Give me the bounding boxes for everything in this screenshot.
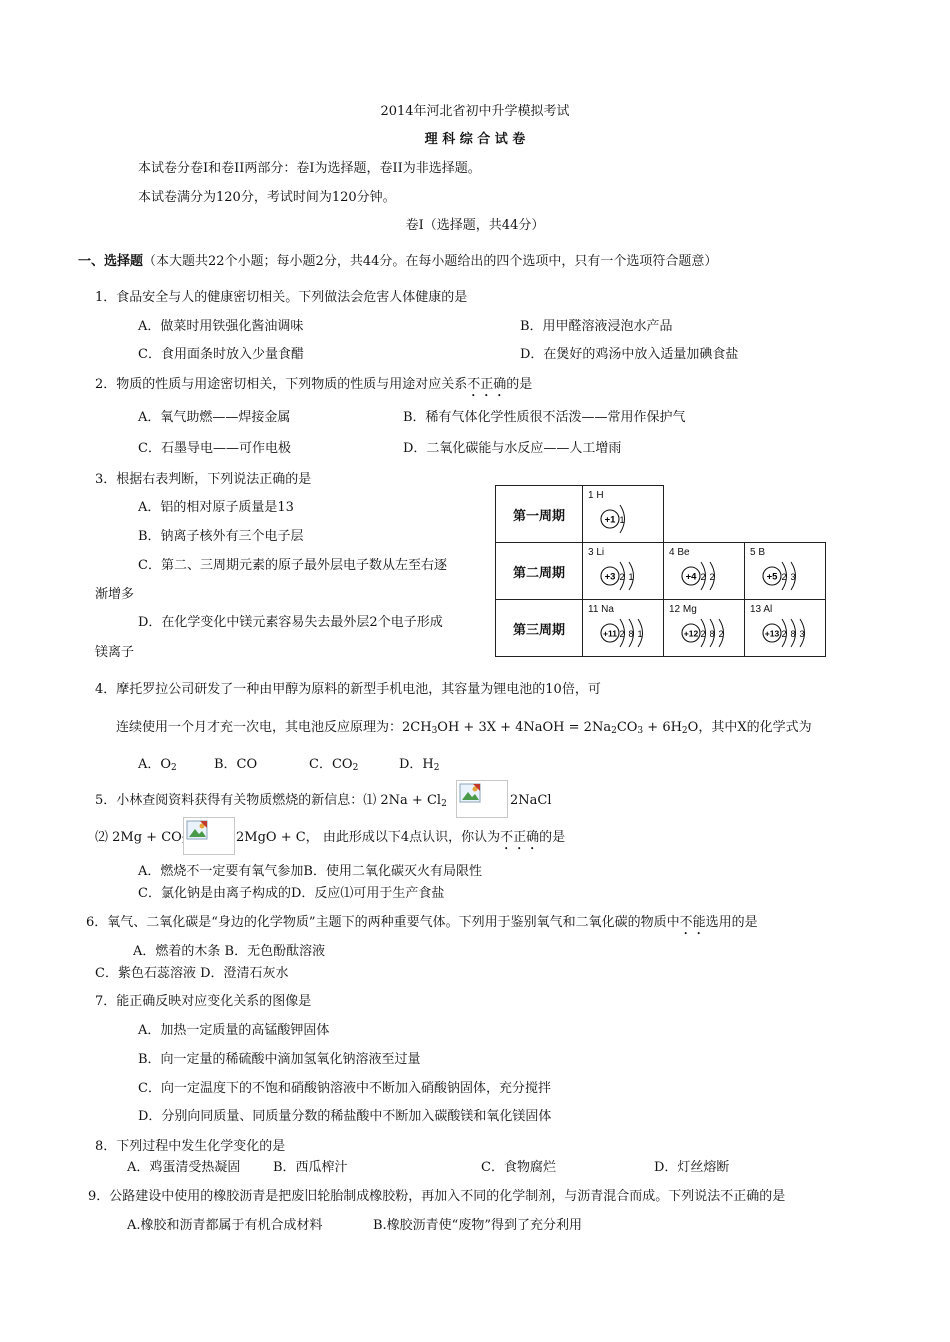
electron-count: 2	[700, 572, 706, 582]
q4-stem-2	[116, 719, 812, 736]
q8-option-b: B．西瓜榨汁	[273, 1160, 348, 1175]
q4-eq-sub: 2	[611, 726, 617, 736]
element-cell	[745, 600, 826, 657]
electron-count: 2	[700, 629, 706, 639]
q4-eq-part: CO	[616, 720, 638, 735]
atom-structure-diagram	[745, 600, 825, 656]
q4-option-a	[138, 756, 177, 773]
q5-eq1-text: 5．小林查阅资料获得有关物质燃烧的新信息：⑴ 2Na + Cl	[95, 793, 442, 808]
q2-option-d: D．二氧化碳能与水反应——人工增雨	[403, 441, 622, 456]
element-cell	[583, 600, 664, 657]
q4-eq-sub: 3	[431, 726, 438, 736]
q5-eq2	[95, 829, 188, 846]
q8-stem: 8．下列过程中发生化学变化的是	[95, 1139, 286, 1154]
q4-d-sub: 2	[433, 763, 440, 773]
atom-structure-diagram	[664, 600, 744, 656]
q6-stem	[86, 914, 758, 938]
q5-question-end: 的是	[539, 830, 566, 845]
exam-title: 2014年河北省初中升学模拟考试	[380, 104, 570, 119]
q3-option-c: C．第二、三周期元素的原子最外层电子数从左至右逐	[138, 558, 447, 573]
q6-options-cd: C．紫色石蕊溶液 D．澄清石灰水	[95, 966, 289, 981]
electron-count: 3	[790, 572, 796, 582]
element-symbol: 13 Al	[750, 604, 773, 615]
q2-emphasis: 不正确	[467, 377, 507, 392]
element-cell	[664, 543, 745, 600]
q4-c-sub: 2	[352, 763, 359, 773]
q4-eq-part: OH + 3X + 4NaOH = 2Na	[437, 720, 612, 735]
atom-structure-diagram	[583, 486, 663, 542]
q5-eq2-rest	[236, 829, 565, 853]
q1-option-a: A．做菜时用铁强化酱油调味	[138, 319, 304, 334]
atom-structure-diagram	[583, 600, 663, 656]
q3-option-b: B．钠离子核外有三个电子层	[138, 529, 304, 544]
q1-option-d: D．在煲好的鸡汤中放入适量加碘食盐	[520, 347, 739, 362]
q6-stem-end: 选用的是	[705, 915, 758, 930]
q7-option-c: C．向一定温度下的不饱和硝酸钠溶液中不断加入硝酸钠固体，充分搅拌	[138, 1081, 551, 1096]
q7-stem: 7．能正确反映对应变化关系的图像是	[95, 994, 312, 1009]
electron-count: 2	[781, 572, 787, 582]
electron-count: 1	[619, 515, 625, 525]
electron-count: 8	[709, 629, 715, 639]
q3-stem: 3．根据右表判断，下列说法正确的是	[95, 472, 312, 487]
atom-structure-diagram	[745, 543, 825, 599]
q4-option-d	[399, 756, 440, 773]
q4-c-text: C．CO	[309, 757, 353, 772]
q4-eq-part: + 6H	[643, 720, 682, 735]
q3-option-c-cont: 渐增多	[95, 587, 135, 602]
nuclear-charge: +1	[604, 514, 616, 526]
electron-count: 8	[790, 629, 796, 639]
section-description: （本大题共22个小题；每小题2分，共44分。在每小题给出的四个选项中，只有一个选项符合题意）	[143, 254, 718, 269]
q3-option-d-cont: 镁离子	[95, 645, 135, 660]
broken-image-icon	[456, 780, 508, 818]
q6-emphasis: 不能	[679, 915, 706, 930]
element-cell	[583, 543, 664, 600]
period-2-label: 第二周期	[496, 543, 583, 600]
electron-count: 1	[628, 572, 634, 582]
element-cell	[745, 543, 826, 600]
electron-count: 2	[781, 629, 787, 639]
q7-option-d: D．分别向同质量、同质量分数的稀盐酸中不断加入碳酸镁和氧化镁固体	[138, 1109, 552, 1124]
q2-stem	[95, 376, 532, 400]
periodic-table	[495, 485, 826, 657]
q4-eq-part: 连续使用一个月才充一次电，其电池反应原理为：2CH	[116, 720, 432, 735]
intro-line-2: 本试卷满分为120分，考试时间为120分钟。	[138, 190, 396, 205]
period-3-label: 第三周期	[496, 600, 583, 657]
electron-count: 3	[799, 629, 805, 639]
q5-options-ab: A．燃烧不一定要有氧气参加B．使用二氧化碳灭火有局限性	[138, 864, 482, 879]
q2-option-b: B．稀有气体化学性质很不活泼——常用作保护气	[403, 410, 686, 425]
q4-d-text: D．H	[399, 757, 434, 772]
element-cell	[583, 486, 664, 543]
q2-stem-text: 2．物质的性质与用途密切相关，下列物质的性质与用途对应关系	[95, 377, 468, 392]
q8-option-d: D．灯丝熔断	[654, 1160, 730, 1175]
q4-option-b: B．CO	[214, 757, 258, 772]
electron-count: 1	[637, 629, 643, 639]
electron-count: 2	[709, 572, 715, 582]
q5-eq1-sub: 2	[441, 799, 447, 809]
element-symbol: 3 Li	[588, 547, 605, 558]
element-symbol: 1 H	[588, 490, 604, 501]
nuclear-charge: +11	[603, 628, 617, 639]
q5-stem	[95, 792, 447, 809]
q8-option-a: A．鸡蛋清受热凝固	[127, 1160, 241, 1175]
q6-stem-text: 6．氧气、二氧化碳是“身边的化学物质”主题下的两种重要气体。下列用于鉴别氧气和二氧化碳的物质中	[86, 915, 680, 930]
element-symbol: 4 Be	[669, 547, 690, 558]
q5-eq1-product: 2NaCl	[510, 793, 552, 808]
q1-option-c: C．食用面条时放入少量食醋	[138, 347, 304, 362]
q8-option-c: C．食物腐烂	[481, 1160, 556, 1175]
q7-option-b: B．向一定量的稀硫酸中滴加氢氧化钠溶液至过量	[138, 1052, 421, 1067]
element-cell	[664, 600, 745, 657]
q2-option-c: C．石墨导电——可作电极	[138, 441, 291, 456]
q5-emphasis: 不正确	[500, 830, 540, 845]
nuclear-charge: +13	[764, 628, 780, 639]
q5-options-cd: C．氯化钠是由离子构成的D．反应⑴可用于生产食盐	[138, 886, 445, 901]
q1-stem: 1．食品安全与人的健康密切相关。下列做法会危害人体健康的是	[95, 290, 468, 305]
volume-heading: 卷I（选择题，共44分）	[405, 218, 545, 233]
q1-option-b: B．用甲醛溶液浸泡水产品	[520, 319, 673, 334]
q6-options-ab: A．燃着的木条 B．无色酚酞溶液	[133, 944, 326, 959]
paper-subtitle: 理 科 综 合 试 卷	[424, 132, 526, 147]
q9-option-b: B.橡胶沥青使“废物”得到了充分利用	[373, 1218, 582, 1233]
period-1-label: 第一周期	[496, 486, 583, 543]
element-symbol: 12 Mg	[669, 604, 697, 615]
broken-image-icon	[183, 817, 235, 855]
q5-eq2-text: ⑵ 2Mg + CO	[95, 830, 182, 845]
section-label: 一、选择题	[78, 254, 144, 269]
electron-count: 8	[628, 629, 634, 639]
q2-option-a: A．氧气助燃——焊接金属	[138, 410, 291, 425]
electron-count: 2	[619, 629, 625, 639]
q4-eq-sub: 2	[681, 726, 688, 736]
element-symbol: 5 B	[750, 547, 766, 558]
nuclear-charge: +12	[683, 628, 699, 639]
atom-structure-diagram	[664, 543, 744, 599]
q4-eq-sub: 3	[637, 726, 644, 736]
nuclear-charge: +5	[766, 571, 778, 583]
intro-line-1: 本试卷分卷I和卷II两部分：卷I为选择题，卷II为非选择题。	[138, 161, 481, 176]
q5-eq2-product: 2MgO + C，	[236, 830, 319, 845]
element-symbol: 11 Na	[588, 604, 614, 615]
q3-option-a: A．铝的相对原子质量是13	[138, 500, 294, 515]
atom-structure-diagram	[583, 543, 663, 599]
q5-question-text: 由此形成以下4点认识，你认为	[322, 830, 501, 845]
q4-option-c	[309, 756, 358, 773]
q2-stem-end: 的是	[506, 377, 533, 392]
electron-count: 2	[619, 572, 625, 582]
q7-option-a: A．加热一定质量的高锰酸钾固体	[138, 1023, 330, 1038]
q9-option-a: A.橡胶和沥青都属于有机合成材料	[127, 1218, 323, 1233]
q4-stem-1: 4．摩托罗拉公司研发了一种由甲醇为原料的新型手机电池，其容量为锂电池的10倍，可	[95, 682, 601, 697]
q3-option-d: D．在化学变化中镁元素容易失去最外层2个电子形成	[138, 615, 443, 630]
nuclear-charge: +3	[604, 571, 616, 583]
q9-stem: 9．公路建设中使用的橡胶沥青是把废旧轮胎制成橡胶粉，再加入不同的化学制剂，与沥青混合而成。下列说法不正确的是	[88, 1189, 786, 1204]
electron-count: 2	[718, 629, 724, 639]
q4-a-sub: 2	[171, 763, 177, 773]
nuclear-charge: +4	[685, 571, 697, 583]
q4-a-text: A．O	[138, 757, 172, 772]
section-heading	[78, 253, 717, 270]
q4-eq-part: O，其中X的化学式为	[687, 720, 812, 735]
